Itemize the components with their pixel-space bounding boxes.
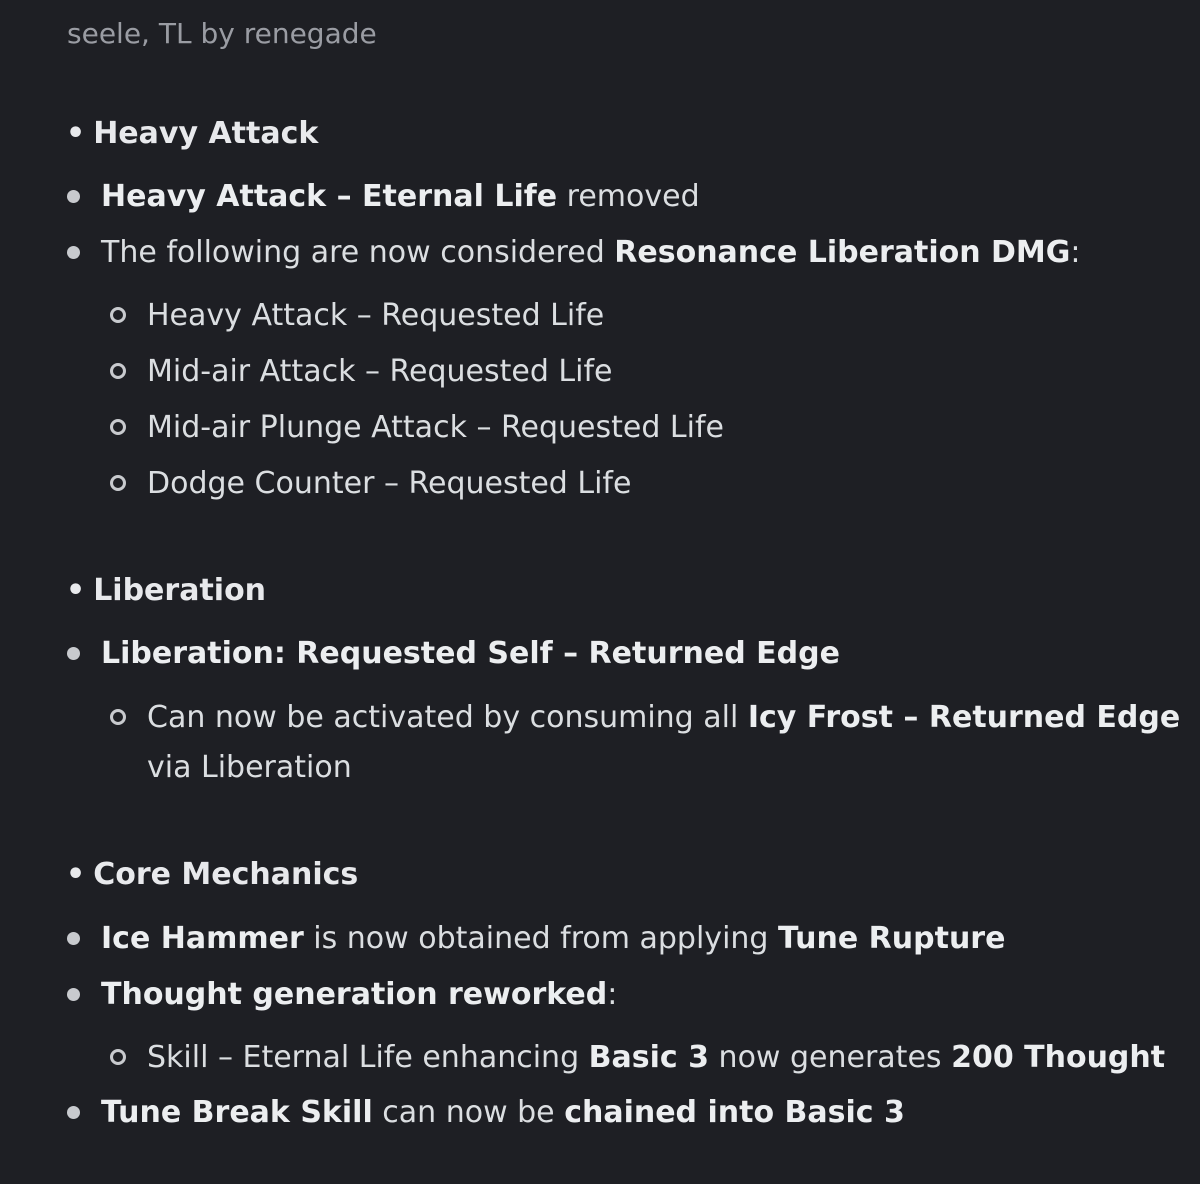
list-subitem-continuation: via Liberation (147, 750, 352, 785)
list-item: The following are now considered Resonance Liberation DMG: (101, 235, 1081, 270)
list-item: Tune Break Skill can now be chained into Basic 3 (101, 1095, 905, 1130)
bullet-circle (110, 307, 126, 323)
bullet-disc (67, 647, 80, 660)
list-subitem: Can now be activated by consuming all Icy Frost – Returned Edge (147, 700, 1181, 735)
bullet-disc (67, 1106, 80, 1119)
list-subitem: Mid-air Plunge Attack – Requested Life (147, 410, 724, 445)
list-item: Ice Hammer is now obtained from applying Tune Rupture (101, 921, 1006, 956)
section-title-heavy-attack: • Heavy Attack (66, 116, 319, 151)
list-subitem: Skill – Eternal Life enhancing Basic 3 now generates 200 Thought (147, 1040, 1166, 1075)
bullet-disc (67, 932, 80, 945)
list-subitem: Heavy Attack – Requested Life (147, 298, 605, 333)
bullet-disc (67, 246, 80, 259)
list-item: Liberation: Requested Self – Returned Edge (101, 636, 840, 671)
bullet-circle (110, 709, 126, 725)
attribution-text: seele, TL by renegade (67, 17, 377, 50)
section-title-liberation: • Liberation (66, 573, 267, 608)
list-item: Heavy Attack – Eternal Life removed (101, 179, 700, 214)
bullet-disc (67, 988, 80, 1001)
list-item: Thought generation reworked: (101, 977, 618, 1012)
bullet-circle (110, 475, 126, 491)
section-title-core-mechanics: • Core Mechanics (66, 857, 359, 892)
bullet-circle (110, 363, 126, 379)
bullet-circle (110, 1049, 126, 1065)
bullet-circle (110, 419, 126, 435)
list-subitem: Mid-air Attack – Requested Life (147, 354, 613, 389)
bullet-disc (67, 190, 80, 203)
list-subitem: Dodge Counter – Requested Life (147, 466, 632, 501)
